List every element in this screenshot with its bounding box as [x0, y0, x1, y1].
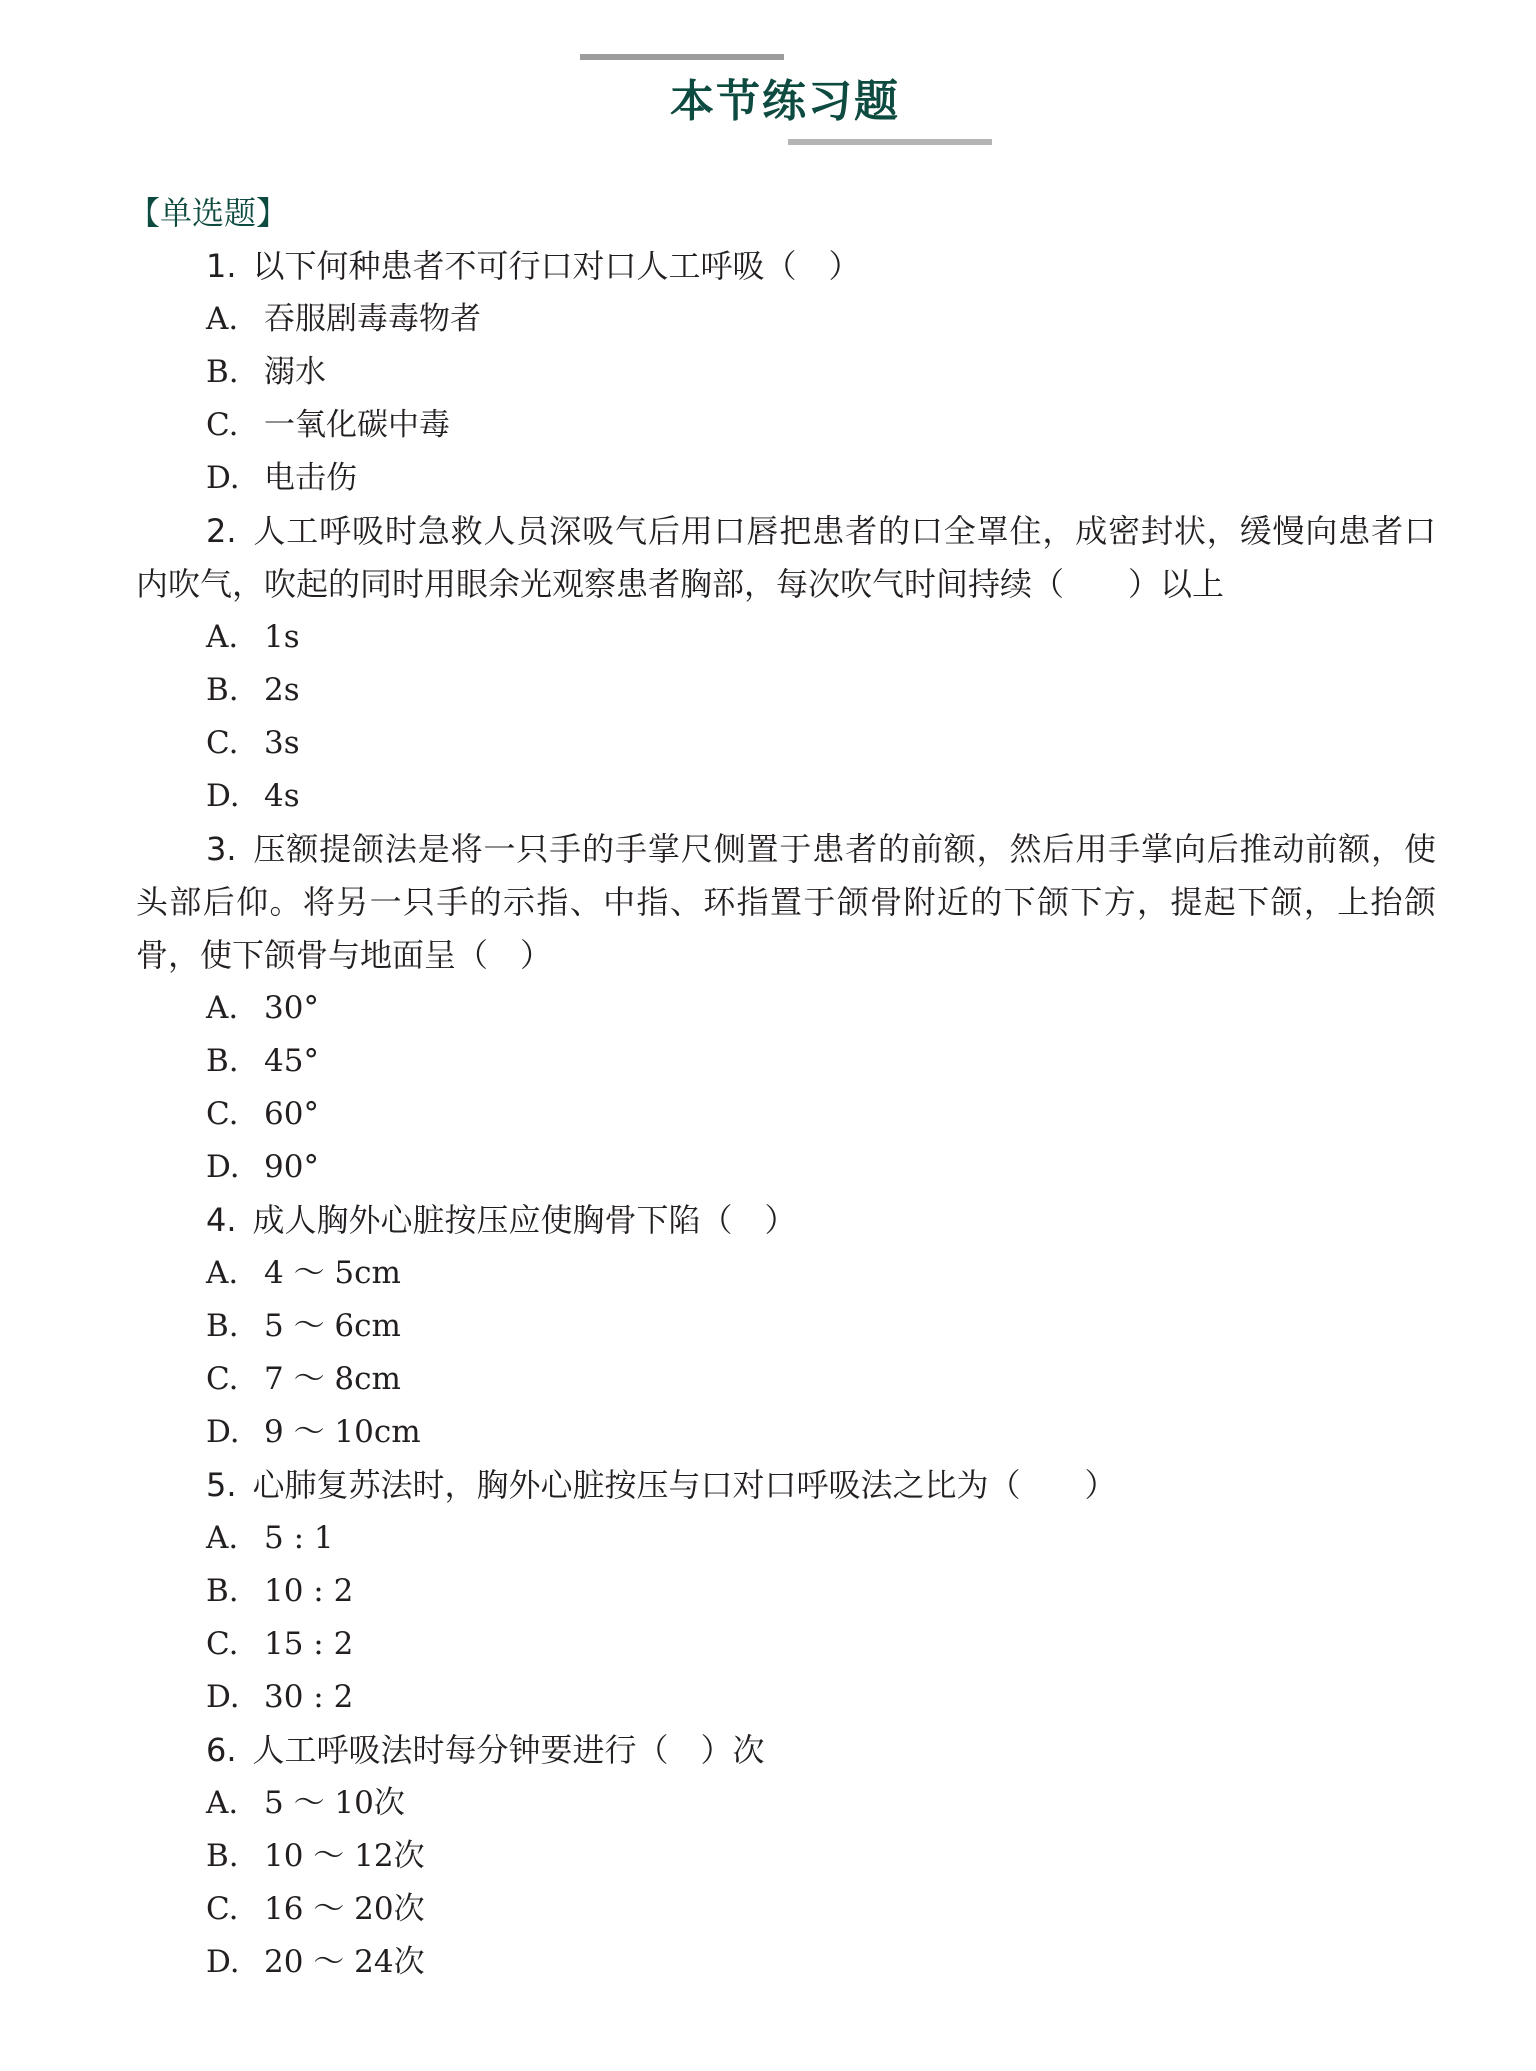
option-text: 一氧化碳中毒 — [264, 407, 450, 443]
option-item — [136, 452, 1436, 505]
option-letter: B. — [206, 1043, 239, 1079]
option-item — [136, 611, 1436, 664]
option-list — [136, 293, 1436, 505]
option-item — [136, 664, 1436, 717]
option-item — [136, 1777, 1436, 1830]
option-letter: A. — [206, 1520, 239, 1556]
option-letter: D. — [206, 1679, 240, 1715]
option-item — [136, 1035, 1436, 1088]
question-number: 4. — [206, 1201, 237, 1239]
option-letter: C. — [206, 1096, 239, 1132]
number-spacer — [237, 1731, 253, 1769]
question-text: 以下何种患者不可行口对口人工呼吸（ ） — [252, 247, 861, 285]
option-letter: C. — [206, 725, 239, 761]
question-stem — [136, 240, 1436, 293]
option-text: 15 : 2 — [264, 1626, 354, 1662]
option-letter: B. — [206, 672, 239, 708]
title-rule-top — [580, 54, 784, 60]
option-item — [136, 1830, 1436, 1883]
page-title: 本节练习题 — [670, 76, 900, 127]
option-item — [136, 346, 1436, 399]
option-list — [136, 1777, 1436, 1989]
option-letter: B. — [206, 1838, 239, 1874]
option-letter: C. — [206, 407, 239, 443]
option-letter: A. — [206, 619, 239, 655]
section-label: 【单选题】 — [128, 194, 289, 232]
option-item — [136, 1512, 1436, 1565]
option-text: 90° — [264, 1149, 319, 1185]
option-text: 30° — [264, 990, 319, 1026]
option-letter: D. — [206, 460, 240, 496]
question-text: 人工呼吸时急救人员深吸气后用口唇把患者的口全罩住，成密封状，缓慢向患者口内吹气，吹起的同时用眼余光观察患者胸部，每次吹气时间持续（ ）以上 — [136, 512, 1436, 603]
question-stem — [136, 1459, 1436, 1512]
option-item — [136, 1088, 1436, 1141]
number-spacer — [237, 247, 253, 285]
option-letter: C. — [206, 1626, 239, 1662]
option-item — [136, 1618, 1436, 1671]
option-letter: D. — [206, 1414, 240, 1450]
question-block — [136, 1724, 1436, 1989]
option-letter: B. — [206, 354, 239, 390]
option-item — [136, 1936, 1436, 1989]
option-text: 16 ～ 20次 — [264, 1891, 425, 1927]
option-text: 45° — [264, 1043, 319, 1079]
option-item — [136, 399, 1436, 452]
option-text: 10 ～ 12次 — [264, 1838, 425, 1874]
option-letter: A. — [206, 1785, 239, 1821]
question-stem — [136, 1724, 1436, 1777]
option-letter: D. — [206, 1149, 240, 1185]
option-letter: C. — [206, 1891, 239, 1927]
option-item — [136, 1883, 1436, 1936]
option-text: 20 ～ 24次 — [264, 1944, 425, 1980]
question-block — [136, 240, 1436, 505]
option-item — [136, 1406, 1436, 1459]
option-text: 9 ～ 10cm — [264, 1414, 421, 1450]
question-stem — [136, 505, 1436, 611]
question-block — [136, 505, 1436, 823]
option-letter: A. — [206, 1255, 239, 1291]
option-text: 4 ～ 5cm — [264, 1255, 401, 1291]
option-letter: A. — [206, 990, 239, 1026]
option-item — [136, 1247, 1436, 1300]
question-block — [136, 823, 1436, 1194]
option-text: 电击伤 — [264, 460, 357, 496]
question-number: 2. — [206, 512, 237, 550]
question-number: 5. — [206, 1466, 237, 1504]
option-letter: D. — [206, 778, 240, 814]
option-item — [136, 770, 1436, 823]
option-letter: B. — [206, 1573, 239, 1609]
question-number: 6. — [206, 1731, 237, 1769]
option-text: 60° — [264, 1096, 319, 1132]
number-spacer — [237, 1201, 253, 1239]
option-item — [136, 982, 1436, 1035]
option-item — [136, 1671, 1436, 1724]
question-number: 1. — [206, 247, 237, 285]
question-text: 成人胸外心脏按压应使胸骨下陷（ ） — [252, 1201, 797, 1239]
question-text: 心肺复苏法时，胸外心脏按压与口对口呼吸法之比为（ ） — [252, 1466, 1117, 1504]
option-text: 4s — [264, 778, 300, 814]
title-rule-bottom — [788, 139, 992, 145]
option-letter: A. — [206, 301, 239, 337]
option-letter: B. — [206, 1308, 239, 1344]
option-text: 5 : 1 — [264, 1520, 334, 1556]
option-item — [136, 1141, 1436, 1194]
question-stem — [136, 1194, 1436, 1247]
number-spacer — [237, 512, 253, 550]
option-text: 吞服剧毒毒物者 — [264, 301, 481, 337]
option-text: 5 ～ 10次 — [264, 1785, 405, 1821]
question-list — [136, 240, 1436, 1989]
option-list — [136, 1247, 1436, 1459]
option-text: 30 : 2 — [264, 1679, 354, 1715]
question-block — [136, 1194, 1436, 1459]
number-spacer — [237, 830, 253, 868]
question-text: 压额提颌法是将一只手的手掌尺侧置于患者的前额，然后用手掌向后推动前额，使头部后仰。将另一只手的示指、中指、环指置于颌骨附近的下颌下方，提起下颌，上抬颌骨，使下颌骨与地面呈（ ） — [136, 830, 1436, 974]
question-stem — [136, 823, 1436, 982]
option-list — [136, 1512, 1436, 1724]
option-letter: C. — [206, 1361, 239, 1397]
option-item — [136, 293, 1436, 346]
option-list — [136, 611, 1436, 823]
option-text: 7 ～ 8cm — [264, 1361, 401, 1397]
option-text: 1s — [264, 619, 300, 655]
option-list — [136, 982, 1436, 1194]
question-text: 人工呼吸法时每分钟要进行（ ）次 — [252, 1731, 765, 1769]
number-spacer — [237, 1466, 253, 1504]
option-letter: D. — [206, 1944, 240, 1980]
question-block — [136, 1459, 1436, 1724]
option-text: 溺水 — [264, 354, 326, 390]
option-item — [136, 1565, 1436, 1618]
question-number: 3. — [206, 830, 237, 868]
option-item — [136, 717, 1436, 770]
option-text: 3s — [264, 725, 300, 761]
option-text: 5 ～ 6cm — [264, 1308, 401, 1344]
option-item — [136, 1300, 1436, 1353]
option-item — [136, 1353, 1436, 1406]
option-text: 2s — [264, 672, 300, 708]
option-text: 10 : 2 — [264, 1573, 354, 1609]
